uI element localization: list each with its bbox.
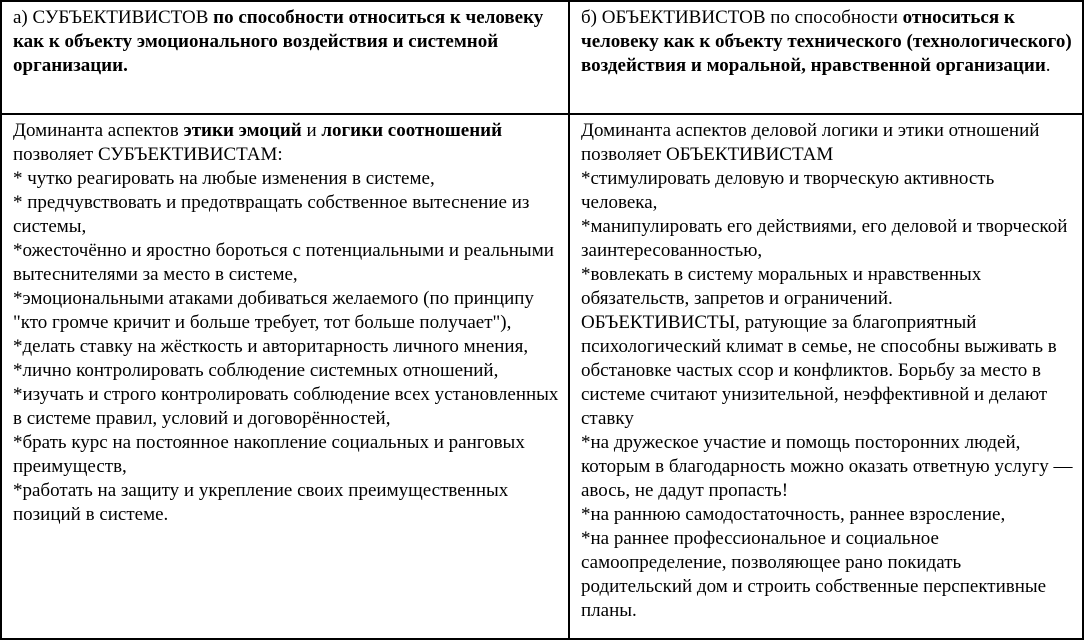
- list-item: *изучать и строго контролировать соблюдение всех установленных в системе правил, условий и договорённостей,: [13, 384, 559, 429]
- list-item: *лично контролировать соблюдение системных отношений,: [13, 360, 499, 381]
- list-item: *делать ставку на жёсткость и авторитарность личного мнения,: [13, 336, 529, 357]
- list-item: *на раннюю самодостаточность, раннее взросление,: [581, 504, 1006, 525]
- list-item: *на раннее профессиональное и социальное самоопределение, позволяющее рано покидать родительский дом и строить собственные перспективные планы.: [581, 528, 1047, 621]
- left-body-cell: [2, 115, 568, 638]
- left-header-bold: по способности относиться к человеку как к объекту эмоционального воздействия и системной организации.: [13, 7, 544, 76]
- list-item: *на дружеское участие и помощь посторонних людей, которым в благодарность можно оказать ответную услугу — авось, не дадут пропасть!: [581, 432, 1073, 501]
- list-item: *манипулировать его действиями, его деловой и творческой заинтересованностью,: [581, 216, 1068, 261]
- right-header-text: [581, 6, 1074, 78]
- list-item: * предчувствовать и предотвращать собственное вытеснение из системы,: [13, 192, 530, 237]
- left-header-prefix: а) СУБЪЕКТИВИСТОВ: [13, 7, 214, 28]
- list-item: *вовлекать в систему моральных и нравственных обязательств, запретов и ограничений.: [581, 264, 982, 309]
- left-body-intro: [13, 119, 560, 167]
- list-item: *работать на защиту и укрепление своих преимущественных позиций в системе.: [13, 480, 509, 525]
- list-item: *стимулировать деловую и творческую активность человека,: [581, 168, 995, 213]
- left-intro-pre: Доминанта аспектов: [13, 120, 184, 141]
- right-header-bold: относиться к человеку как к объекту технического (технологического) воздействия и моральной, нравственной организации: [581, 7, 1072, 76]
- list-item: * чутко реагировать на любые изменения в системе,: [13, 168, 435, 189]
- right-body-cell: [570, 115, 1082, 638]
- list-item: *брать курс на постоянное накопление социальных и ранговых преимуществ,: [13, 432, 525, 477]
- right-body-intro: Доминанта аспектов деловой логики и этики отношений позволяет ОБЪЕКТИВИСТАМ: [581, 120, 1040, 165]
- left-header-text: [13, 6, 560, 78]
- right-header-suffix: .: [1045, 55, 1051, 76]
- left-intro-post: позволяет СУБЪЕКТИВИСТАМ:: [13, 144, 283, 165]
- left-intro-bold-logic: логики соотношений: [321, 120, 503, 141]
- left-intro-bold-ethics: этики эмоций: [183, 120, 302, 141]
- list-item: ОБЪЕКТИВИСТЫ, ратующие за благоприятный психологический климат в семье, не способны выживать в обстановке частых ссор и конфликтов. Борьбу за место в системе считают унизительной, неэффективной и делают ставку: [581, 312, 1057, 429]
- list-item: *ожесточённо и яростно бороться с потенциальными и реальными вытеснителями за место в системе,: [13, 240, 554, 285]
- list-item: *эмоциональными атаками добиваться желаемого (по принципу "кто громче кричит и больше требует, тот больше получает"),: [13, 288, 534, 333]
- left-intro-mid: и: [301, 120, 322, 141]
- left-header-cell: [2, 2, 568, 113]
- right-header-prefix: б) ОБЪЕКТИВИСТОВ по способности: [581, 7, 903, 28]
- right-header-cell: [570, 2, 1082, 113]
